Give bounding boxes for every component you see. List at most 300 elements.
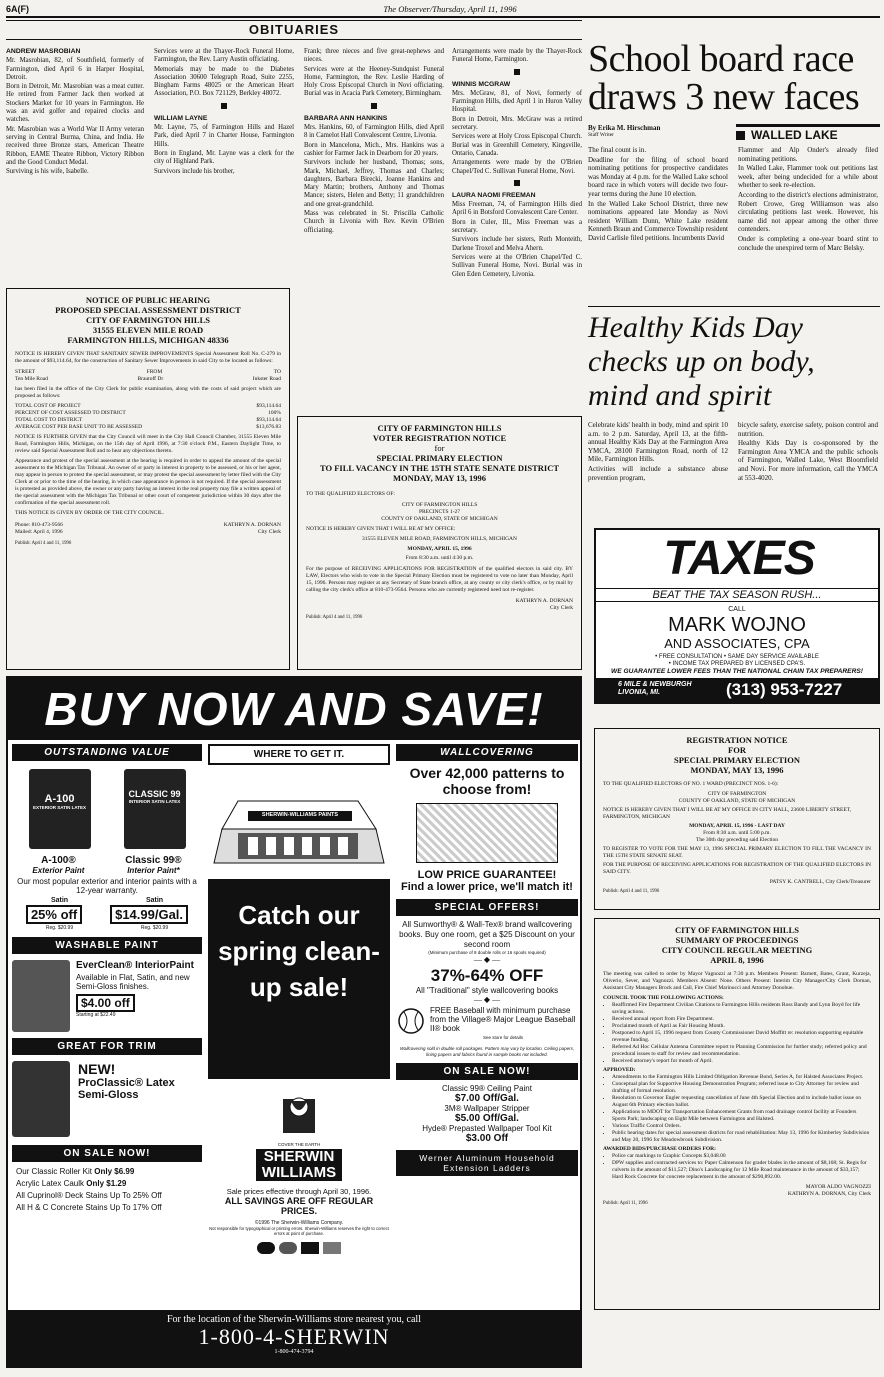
voter-hours: From 8:30 a.m. until 4:30 p.m.: [405, 555, 474, 561]
obituaries-section: [6, 20, 582, 280]
price-row: [12, 905, 202, 924]
notice-signer: [224, 522, 281, 536]
cost-value: $13,676.83: [256, 424, 281, 430]
obit-text: Services were at the O'Brien Chapel/Ted C. Sullivan Funeral Home, Novi. Burial was in Glen Eden Cemetery, Livonia.: [452, 253, 582, 278]
council-heading-line: APRIL 8, 1996: [710, 955, 764, 965]
sunworthy-fine: (Minimum purchase of 8 double rolls or 16 spools required): [428, 950, 546, 955]
obit-text: Services were at the Heeney-Sundquist Funeral Home, Farmington, the Rev. Leslie Harding of Holy Cross Episcopal Church in Novi officiating. Burial was in Acacia Park Cemetery, Birmingham.: [304, 65, 444, 98]
on-sale-bar-right: ON SALE NOW!: [396, 1063, 578, 1080]
voter-signer: [306, 598, 573, 612]
council-approved-list: [603, 1074, 871, 1144]
cost-label: AVERAGE COST PER BASE UNIT TO BE ASSESSED: [15, 424, 143, 430]
new-label: NEW!: [78, 1061, 116, 1077]
sherwin-williams-ad: [6, 676, 582, 1368]
obit-col-1: [6, 48, 144, 177]
obit-text: Mr. Layne, 75, of Farmington Hills and Hazel Park, died April 7 in Charter House, Farmington Hills.: [154, 124, 294, 148]
cost-label: TOTAL COST OF PROJECT: [15, 403, 81, 409]
baseball-text: FREE Baseball with minimum purchase from the Village® Major League Baseball II® book: [430, 1006, 576, 1033]
signer-name: MAYOR ALDO VAGNOZZI: [805, 1184, 871, 1190]
voter-heading: [306, 423, 573, 483]
notice-heading-line: PROPOSED SPECIAL ASSESSMENT DISTRICT: [55, 305, 241, 315]
obit-col-2: [154, 48, 294, 177]
registration-purpose: FOR THE PURPOSE OF RECEIVING APPLICATIONS FOR REGISTRATION OF THE QUALIFIED ELECTORS IN SAID CITY.: [603, 862, 871, 875]
paint-name-classic99: [125, 855, 181, 875]
sale-price: $5.00 Off/Gal.: [455, 1113, 519, 1124]
can-label: A-100: [44, 793, 75, 805]
payment-icons: [208, 1242, 390, 1254]
satin-label: Satin: [145, 897, 164, 904]
registration-date: MONDAY, APRIL 15, 1996 - LAST DAY: [689, 823, 785, 829]
council-approved: APPROVED:: [603, 1067, 636, 1073]
ad-banner: [8, 678, 580, 740]
taxes-bullet: • FREE CONSULTATION • SAME DAY SERVICE AVAILABLE: [655, 654, 819, 660]
everclean-name: EverClean® InteriorPaint: [76, 960, 194, 971]
council-heading-line: CITY OF FARMINGTON HILLS: [675, 925, 799, 935]
school-board-columns: [588, 146, 880, 253]
ad-footer: [8, 1310, 580, 1366]
price-4-off: $4.00 off: [76, 994, 135, 1012]
sale-item: Acrylic Latex Caulk: [16, 1179, 85, 1188]
council-approved-item: • Applications to MDOT for Transportation Enhancement Grants from road drainage control facility at Founders Sports Park; landscaping on Eight Mile between Farmington and Halsted.: [612, 1109, 871, 1123]
tag-square-icon: [736, 131, 745, 140]
obit-text: Born in Mancelona, Mich., Mrs. Hankins was a cashier for Farmer Jack in Dearborn for 20 years.: [304, 141, 444, 157]
sale-caulk: [16, 1178, 202, 1190]
story-text: In Walled Lake, Flammer took out petitions last week, after being undecided for a while about whether to seek re-election.: [738, 164, 878, 190]
healthy-kids-columns: [588, 421, 880, 483]
obit-text: Born in Detroit, Mrs. McGraw was a retired secretary.: [452, 115, 582, 132]
cost-value: $93,114.64: [256, 403, 281, 409]
registration-heading-line: FOR: [728, 745, 746, 755]
obit-text: Born in Culer, Ill., Miss Freeman was a secretary.: [452, 218, 582, 235]
council-awarded-item: • Police car markings to Graphic Concepts $3,048.00: [612, 1153, 871, 1160]
public-hearing-notice: [6, 288, 290, 670]
voter-to: TO THE QUALIFIED ELECTORS OF:: [306, 491, 395, 497]
to-label: TO: [273, 369, 281, 375]
baseball-icon: [396, 1006, 426, 1036]
logo-block: [256, 1149, 342, 1181]
sale-hc: All H & C Concrete Stains Up To 17% Off: [16, 1203, 162, 1212]
notice-appearance: Appearance and protest of the special assessment at the hearing is required in order to appeal the amount of the special assessment to the Michigan Tax Tribunal. An owner of or party in interest in property to be assessed, or his or her agent, may appear in person to protest the special assessment, or may protest the special assessment by letter filed with the City Clerk at or prior to the time of the hearing, in which case appearance in person is not required. If the special assessment is protested as provided above, the owner or any party having an interest in the real property may file a written appeal of the special assessment with the Michigan Tax Tribunal or other court of competent jurisdiction within 30 days after the confirmation of the special assessment roll.: [15, 458, 281, 506]
voter-heading-line: MONDAY, MAY 13, 1996: [393, 473, 486, 483]
card-icon: [323, 1242, 341, 1254]
obit-col-3: [304, 48, 444, 236]
taxes-name: MARK WOJNO: [668, 614, 806, 636]
cost-value: $93,114.64: [256, 417, 281, 423]
council-action-item: • Received attorney's report for month of April.: [612, 1058, 871, 1065]
baseball-offer: [430, 1006, 576, 1042]
council-took: COUNCIL TOOK THE FOLLOWING ACTIONS:: [603, 995, 724, 1001]
sale-effective: Sale prices effective through April 30, 1996.: [226, 1187, 372, 1196]
wallcovering-fine: Wallcovering sold in double roll packages. Pattern may vary by location. Ceiling papers, lining papers and fabrics found in sample books not included.: [399, 1046, 575, 1057]
tag-label: WALLED LAKE: [751, 128, 838, 142]
paint-popular: Our most popular exterior and interior paints with a 12-year warranty.: [17, 877, 197, 895]
notice-mailed: Mailed: April 4, 1996: [15, 529, 63, 535]
council-approved-item: • Conceptual plan for Supportive Housing Demonstration Program; referred issue to City Attorney for review and drafting of formal resolution.: [612, 1081, 871, 1095]
baseball-row: [396, 1006, 578, 1042]
catch-text: Catch our spring clean-up sale!: [218, 900, 380, 1002]
story-text: Healthy Kids Day is co-sponsored by the Farmington Area YMCA and the public schools of Farmington, Walled Lake, West Bloomfield and Novi. For more information, call the YMCA at 553-4020.: [738, 439, 878, 482]
obit-name-masrobian: ANDREW MASROBIAN: [6, 48, 81, 55]
obituaries-title: OBITUARIES: [248, 22, 340, 37]
notice-heading-line: 31555 ELEVEN MILE ROAD: [92, 325, 204, 335]
separator-square-icon: [371, 103, 377, 109]
street-table-header: [15, 369, 281, 376]
werner-bar: Werner Aluminum Household Extension Ladders: [396, 1150, 578, 1176]
patterns: Over 42,000 patterns to choose from!: [409, 765, 565, 797]
taxes-headline: TAXES: [663, 532, 815, 585]
healthy-col-2: [738, 421, 878, 483]
registration-city: CITY OF FARMINGTON: [707, 791, 767, 797]
cost-row: [15, 410, 281, 417]
voter-publish: Publish: April 4 and 11, 1996: [306, 615, 363, 620]
council-approved-item: • Public hearing dates for special assessment districts for road rehabilitation: May 13, 1996 for Kimberley Subdivision and May 20, 1996 for Meadowbrook Subdivision.: [612, 1130, 871, 1144]
notice-contact: [15, 522, 63, 536]
sale-item: 3M® Wallpaper Stripper: [444, 1104, 530, 1113]
sale-price: Only $6.99: [94, 1167, 135, 1176]
taxes-bullets: [596, 654, 878, 675]
voter-notice-line: NOTICE IS HEREBY GIVEN THAT I WILL BE AT MY OFFICE:: [306, 526, 456, 532]
voter-city: CITY OF FARMINGTON HILLS: [401, 502, 478, 508]
obit-name-layne: WILLIAM LAYNE: [154, 114, 208, 122]
separator-square-icon: [221, 103, 227, 109]
where-to-get-it: WHERE TO GET IT.: [208, 744, 390, 765]
cost-row: [15, 403, 281, 410]
reg-price: Reg. $20.99: [140, 925, 169, 931]
sale-item: Hyde® Prepasted Wallpaper Tool Kit: [422, 1124, 552, 1133]
on-sale-bar-left: ON SALE NOW!: [12, 1145, 202, 1162]
story-text: According to the district's elections administrator, Robert Crowe, Greg Williamson was also circulating petitions last week. However, his name did not appear among the other three contenders.: [738, 190, 878, 234]
obit-text: Mrs. McGraw, 81, of Novi, formerly of Farmington Hills, died April 1 in Huron Valley Hospital.: [452, 89, 582, 114]
registration-heading-line: MONDAY, MAY 13, 1996: [690, 765, 784, 775]
classic99-can: [124, 769, 186, 849]
obit-col-4: [452, 48, 582, 280]
byline: [588, 124, 728, 142]
notice-filed: has been filed in the office of the City Clerk for public examination, along with the costs of said project which are proposed as follows:: [15, 386, 281, 399]
everclean-desc: Available in Flat, Satin, and new Semi-Gloss finishes.: [76, 973, 190, 991]
logo-text: SHERWIN: [263, 1148, 335, 1165]
taxes-address-line: 6 MILE & NEWBURGH: [618, 681, 692, 688]
store-illustration: [208, 771, 390, 871]
sale-price: Only $1.29: [86, 1179, 127, 1188]
ad-footer-phone: 1-800-4-SHERWIN: [198, 1324, 390, 1349]
signer-title: City Clerk: [257, 529, 281, 535]
sale-price: $7.00 Off/Gal.: [455, 1093, 519, 1104]
cost-value: 100%: [268, 410, 281, 416]
council-heading: [603, 925, 871, 965]
paint-cans-row: [12, 769, 202, 849]
disclaimer: Not responsible for typographical or printing errors. Sherwin-Williams reserves the right to correct errors at point of purchase.: [209, 1226, 389, 1236]
obit-text: Born in Detroit, Mr. Masrobian was a meat cutter. He retired from Farmer Jack then worked at Stockers Market for 10 years in Farmington. He was an avid golfer and repaired clocks and watches.: [6, 83, 144, 124]
paint-type: Exterior Paint: [32, 866, 85, 875]
council-action-item: • Referred Ad Hoc Cellular Antenna Committee report to Planning Commission for further study; referred policy and procedural issues to staff for review and recommendation.: [612, 1044, 871, 1058]
everclean-can: [12, 960, 70, 1032]
school-col-1: [588, 146, 728, 253]
logo-text: WILLIAMS: [261, 1164, 337, 1181]
voter-heading-line: CITY OF FARMINGTON HILLS: [377, 423, 502, 433]
obit-text: Mrs. Hankins, 60, of Farmington Hills, died April 8 in Camelot Hall Convalescent Centre, Livonia.: [304, 124, 444, 140]
paint-name: Classic 99®: [125, 855, 182, 866]
obit-text: Arrangements were made by the O'Brien Chapel/Ted C. Sullivan Funeral Home, Novi.: [452, 159, 582, 175]
sherwin-logo: [208, 1089, 390, 1181]
outstanding-value-bar: OUTSTANDING VALUE: [12, 744, 202, 761]
obit-text: Arrangements were made by the Thayer-Rock Funeral Home, Farmington.: [452, 48, 582, 64]
signer-name: KATHRYN A. DORNAN: [515, 598, 573, 604]
ad-center-column: [208, 744, 390, 1304]
proclassic-name: ProClassic® Latex Semi-Gloss: [78, 1077, 175, 1101]
council-awarded-list: [603, 1153, 871, 1181]
council-approved-item: • Various Traffic Control Orders.: [612, 1123, 871, 1130]
street-value: Ten Mile Road: [15, 376, 48, 382]
signer-name: KATHRYN A. DORNAN, City Clerk: [787, 1191, 871, 1197]
street-label: STREET: [15, 369, 36, 375]
registration-heading: [603, 735, 871, 775]
separator-square-icon: [514, 180, 520, 186]
registration-heading-line: REGISTRATION NOTICE: [686, 735, 788, 745]
registration-thirtieth: The 30th day preceding said Election: [695, 837, 778, 843]
ad-right-column: [396, 744, 578, 1176]
cost-row: [15, 417, 281, 424]
reg-price: Reg. $20.99: [45, 925, 74, 931]
story-text: The final count is in.: [588, 146, 647, 154]
traditional-books: All "Traditional" style wallcovering books: [415, 986, 559, 995]
logo-can-text: COVER THE EARTH: [277, 1142, 321, 1147]
obit-text: Services were at the Thayer-Rock Funeral Home, Farmington, the Rev. Larry Austin officiating.: [154, 48, 294, 64]
to-value: Inkster Road: [252, 376, 281, 382]
wallcovering-bar: WALLCOVERING: [396, 744, 578, 761]
see-store: See store for details: [482, 1035, 524, 1040]
voter-body: For the purpose of RECEIVING APPLICATIONS FOR REGISTRATION of the qualified electors in said city. BY LAW, Electors who wish to vote in the Special Primary Election must be registered to vote no later than Monday, April 15, 1996. Persons may register at any Secretary of State branch office, at any county or city clerk's office, or by mail by calling the city clerk's office at 810-473-9564. Persons who are currently registered need not re-register.: [306, 566, 573, 593]
sale-item: Our Classic Roller Kit: [16, 1167, 93, 1176]
council-action-item: • Reaffirmed Fire Department Civilian Citations to Farmington Hills residents Ross Bandy and Lynn Boyd for life saving actions.: [612, 1002, 871, 1016]
price-1499: $14.99/Gal.: [110, 905, 188, 924]
obit-text: Miss Freeman, 74, of Farmington Hills died April 6 in Botsford Convalescent Care Center.: [452, 201, 582, 217]
can-sub-label: INTERIOR SATIN LATEX: [128, 799, 181, 804]
separator-square-icon: [514, 69, 520, 75]
obit-text: Survivors include her husband, Thomas; sons, Mark, Michael, Jeffrey, Thomas and Charles; daughters, Barbara Birecki, Joanne Hankins and Mary Martin; brothers, Anthony and Thomas Mance; sisters, Helen and Betty; 11 grandchildren and one great-grandchild.: [304, 159, 444, 208]
council-approved-item: • Amendments to the Farmington Hills Limited Obligation Revenue Bond, Series A, for Halsted Associates Project.: [612, 1074, 871, 1081]
catch-box: [208, 879, 390, 1079]
cost-label: TOTAL COST TO DISTRICT: [15, 417, 83, 423]
taxes-bullet: • INCOME TAX PREPARED BY LICENSED CPA'S.: [668, 661, 806, 667]
story-text: Celebrate kids' health in body, mind and spirit 10 a.m. to 2 p.m. Saturday, April 13, at the fifth-annual Healthy Kids Day at the Farmington Area YMCA, 28100 Farmington Road, north of 12 Mile, Farmington Hills.: [588, 421, 728, 464]
healthy-kids-headline: Healthy Kids Day checks up on body, mind and spirit: [588, 311, 815, 412]
obit-text: Frank; three nieces and five great-nephews and nieces.: [304, 48, 444, 64]
registration-county: COUNTY OF OAKLAND, STATE OF MICHIGAN: [678, 798, 796, 804]
card-icon: [279, 1242, 297, 1254]
obit-text: Mr. Masrobian, 82, of Southfield, formerly of Farmington, died April 6 in Harper Hospital, Detroit.: [6, 57, 144, 81]
registration-notice: [594, 728, 880, 910]
obit-text: Memorials may be made to the Diabetes Association 30600 Telegraph Road, Suite 2255, Bingham Farms 48025 or the American Heart Association, P.O. Box 721129, Berkley 48072.: [154, 65, 294, 98]
walled-lake-tag: [736, 124, 880, 142]
story-text: Onder is completing a one-year board stint to conclude the unexpired term of Marc Belsky.: [738, 234, 878, 252]
great-for-trim-bar: GREAT FOR TRIM: [12, 1038, 202, 1055]
paint-type: Interior Paint*: [127, 866, 180, 875]
council-action-item: • Received annual report from Fire Department.: [612, 1016, 871, 1023]
registration-to: TO THE QUALIFIED ELECTORS OF NO. 1 WARD (PRECINCT NOS. 1-6):: [603, 781, 779, 787]
taxes-ad: [594, 528, 880, 704]
school-board-story: [588, 40, 880, 253]
notice-footer: [15, 522, 281, 536]
washable-paint-bar: WASHABLE PAINT: [12, 937, 202, 954]
story-text: Flammer and Alp Onder's already filed nominating petitions.: [738, 146, 878, 163]
council-approved-item: • Resolution to Governor Engler requesting cancellation of June 4th Special Election and to include ballot issue on August 6th Primary election ballot.: [612, 1095, 871, 1109]
taxes-guarantee: WE GUARANTEE LOWER FEES THAN THE NATIONAL CHAIN TAX PREPARERS!: [611, 668, 863, 675]
registration-hours: From 8:30 a.m. until 5:00 p.m.: [703, 830, 771, 836]
council-heading-line: CITY COUNCIL REGULAR MEETING: [661, 945, 813, 955]
school-board-headline: School board race draws 3 new faces: [588, 38, 860, 118]
card-icon: [257, 1242, 275, 1254]
obit-text: Surviving is his wife, Isabelle.: [6, 168, 89, 176]
taxes-tagline: BEAT THE TAX SEASON RUSH...: [596, 588, 878, 602]
notice-heading: [15, 295, 281, 345]
low-price-guarantee: LOW PRICE GUARANTEE!: [417, 869, 557, 881]
proclassic-info: [78, 1061, 188, 1137]
story-text: Activities will include a substance abuse prevention program,: [588, 464, 728, 482]
registration-register: TO REGISTER TO VOTE FOR THE MAY 13, 1996 SPECIAL PRIMARY ELECTION TO FILL THE VACANCY IN THE 15TH STATE SENATE SEAT.: [603, 846, 871, 859]
can-sub-label: EXTERIOR SATIN LATEX: [32, 805, 87, 810]
card-icon: [301, 1242, 319, 1254]
street-table-row: [15, 376, 281, 383]
taxes-address: [618, 681, 692, 697]
byline-name: By Erika M. Hirschman: [588, 124, 661, 132]
ad-left-column: [12, 744, 202, 1214]
everclean-info: [76, 960, 196, 1032]
sale-item: Classic 99® Ceiling Paint: [442, 1084, 532, 1093]
store-icon: [208, 771, 390, 871]
voter-date: MONDAY, APRIL 15, 1996: [407, 546, 472, 552]
notice-publish: Publish: April 4 and 11, 1996: [15, 541, 72, 546]
cost-label: PERCENT OF COST ASSESSED TO DISTRICT: [15, 410, 126, 416]
cost-table: [15, 403, 281, 431]
obit-text: Mass was celebrated in St. Priscilla Catholic Church in Livonia with Rev. Kevin O'Brien officiating.: [304, 210, 444, 234]
obit-text: Services were at Holy Cross Episcopal Church. Burial was in Greenhill Cemetery, Kingsville, Ontario, Canada.: [452, 133, 582, 157]
voter-county: COUNTY OF OAKLAND, STATE OF MICHIGAN: [381, 516, 498, 522]
page-number: 6A(F): [6, 4, 29, 14]
council-intro: The meeting was called to order by Mayor Vagnozzi at 7:30 p.m. Members Present: Barnett, Bates, Grant, Kurzeja, Oliverio, Sever, and Vagnozzi. Members Absent: None. Others Present: Interim City Manager/City Clerk Dornan, Assistant City Managers Brock and Call, Fire Chief Marinucci and Attorney Donohue.: [603, 971, 871, 991]
council-heading-line: SUMMARY OF PROCEEDINGS: [675, 935, 799, 945]
header-rule: [6, 16, 880, 18]
a100-can: [29, 769, 91, 849]
paint-name: A-100®: [41, 855, 76, 866]
council-action-item: • Postponed to April 15, 1996 request from County Commissioner David Moffitt re: resolution supporting equitable revenue funding.: [612, 1030, 871, 1044]
paper-dateline: The Observer/Thursday, April 11, 1996: [383, 4, 517, 14]
voter-heading-line: for: [434, 443, 445, 453]
story-text: In the Walled Lake School District, three new nominations appeared late Monday as Novi resident William Dunn, White Lake resident Kenneth Braun and Commerce Township resident David Carlisle filed petitions. Incumbents David: [588, 199, 728, 242]
voter-precincts: PRECINCTS 1-27: [418, 509, 461, 515]
everclean-row: [12, 960, 202, 1032]
story-rule: [588, 306, 880, 307]
signer-title: City Clerk: [549, 605, 573, 611]
notice-heading-line: FARMINGTON HILLS, MICHIGAN 48336: [67, 335, 229, 345]
story-text: bicycle safety, exercise safety, poison control and nutrition.: [738, 421, 878, 438]
price-25-off: 25% off: [26, 905, 82, 924]
obit-top-rule: [6, 20, 582, 21]
council-awarded-item: • DPW supplies and contracted services to: Paper Calmenson for grader blades in the amount of $8,168; St. Regis for culverts in the amount of $11,527; Dino's Landscaping for 12 Mile Road maintenance in the amount of $33,157; Hard Rock Concrete for concrete replacement in the amount of $290,892.00.: [612, 1160, 871, 1181]
notice-order: THIS NOTICE IS GIVEN BY ORDER OF THE CITY COUNCIL.: [15, 510, 164, 516]
notice-further: NOTICE IS FURTHER GIVEN that the City Council will meet in the City Hall Council Chamber, 31555 Eleven Mile Road, Farmington Hills, Michigan, on the 15th day of April 1996, at 7:30 o'clock P.M., Eastern Daylight Time, to review said Special Assessment Roll and to hear any objections thereto.: [15, 434, 281, 454]
story-text: Deadline for the filing of school board nominating petitions for prospective candidates was Monday at 4 p.m. for the Walled Lake school board race in which voters will decide two four-year terms during the June 10 election.: [588, 155, 728, 198]
savings-note: ALL SAVINGS ARE OFF REGULAR PRICES.: [224, 1196, 374, 1216]
taxes-call: CALL: [728, 606, 746, 613]
percent-off: 37%-64% OFF: [430, 966, 544, 985]
from-value: Brautoff Dr: [137, 376, 164, 382]
starting-price: Starting at $22.49: [76, 1012, 116, 1018]
registration-notice-line: NOTICE IS HEREBY GIVEN THAT I WILL BE AT MY OFFICE IN CITY HALL, 23600 LIBERTY STREET, FARMINGTON, MICHIGAN: [603, 807, 852, 820]
find-lower: Find a lower price, we'll match it!: [401, 881, 573, 893]
copyright: ©1996 The Sherwin-Williams Company.: [254, 1220, 344, 1226]
wallcovering-books-icon: [416, 803, 558, 863]
divider-diamond-icon: — ◆ —: [473, 955, 501, 964]
council-signers: [603, 1184, 871, 1198]
satin-row: [12, 897, 202, 904]
taxes-firm: AND ASSOCIATES, CPA: [664, 636, 810, 651]
voter-heading-line: TO FILL VACANCY IN THE 15TH STATE SENATE DISTRICT: [319, 463, 560, 473]
proclassic-row: [12, 1061, 202, 1137]
council-action-item: • Proclaimed month of April as Fair Housing Month.: [612, 1023, 871, 1030]
sale-roller: [16, 1166, 202, 1178]
from-label: FROM: [146, 369, 163, 375]
cost-row: [15, 424, 281, 431]
notice-intro: NOTICE IS HEREBY GIVEN THAT SANITARY SEWER IMPROVEMENTS Special Assessment Roll No. C-279 in the amount of $93,114.64, for the construction of Sanitary Sewer Improvements in said City to be located as follows:: [15, 351, 281, 364]
sale-cuprinol: All Cuprinol® Deck Stains Up To 25% Off: [16, 1191, 162, 1200]
council-awarded: AWARDED BIDS/PURCHASE ORDERS FOR:: [603, 1146, 716, 1152]
registration-publish: Publish: April 4 and 11, 1996: [603, 889, 660, 894]
notice-phone: Phone: 810-473-9566: [15, 522, 63, 528]
sunworthy: All Sunworthy® & Wall-Tex® brand wallcovering books. Buy one room, get a $25 Discount on your second room: [399, 920, 575, 949]
registration-heading-line: SPECIAL PRIMARY ELECTION: [674, 755, 800, 765]
obit-text: Survivors include his brother,: [154, 167, 235, 175]
council-summary: [594, 918, 880, 1310]
obit-under-rule: [6, 39, 582, 40]
obit-text: Survivors include her sisters, Ruth Monteith, Darlene Troxel and Melva Ahern.: [452, 236, 582, 252]
voter-registration-notice: [297, 416, 582, 670]
obit-name-freeman: LAURA NAOMI FREEMAN: [452, 191, 536, 199]
paint-name-a100: [32, 855, 84, 875]
obit-name-mcgraw: WINNIS MCGRAW: [452, 80, 511, 88]
school-col-2: [738, 146, 878, 253]
ad-footer-phone-num: 1-800-474-3794: [274, 1349, 314, 1355]
store-sign: SHERWIN-WILLIAMS PAINTS: [261, 812, 339, 818]
right-sale-list: [396, 1084, 578, 1144]
council-actions: [603, 1002, 871, 1065]
ad-footer-text: For the location of the Sherwin-Williams store nearest you, call: [167, 1314, 421, 1325]
obit-text: Mr. Masrobian was a World War II Army veteran serving in Central Burma, China, and India. He received three Bronze stars, American Theatre Ribbon, EAME Theatre Ribbon, Victory Ribbon and the Good Conduct Medal.: [6, 125, 144, 166]
divider-diamond-icon: — ◆ —: [473, 995, 501, 1004]
can-label: CLASSIC 99: [128, 789, 181, 799]
ad-banner-text: BUY NOW AND SAVE!: [44, 683, 544, 735]
cover-the-earth-icon: [269, 1089, 329, 1137]
healthy-kids-story: [588, 306, 880, 483]
paint-names-row: [12, 855, 202, 875]
sale-price: $3.00 Off: [465, 1133, 509, 1144]
signer-name: KATHRYN A. DORNAN: [223, 522, 281, 528]
byline-row: [588, 124, 880, 142]
byline-title: Staff Writer: [588, 132, 614, 138]
taxes-phone: (313) 953-7227: [726, 680, 843, 699]
obit-name-hankins: BARBARA ANN HANKINS: [304, 114, 388, 122]
reg-price-row: [12, 925, 202, 931]
notice-heading-line: NOTICE OF PUBLIC HEARING: [85, 295, 211, 305]
obit-text: Born in England, Mr. Layne was a clerk for the city of Highland Park.: [154, 149, 294, 166]
taxes-footer-bar: [596, 678, 878, 702]
notice-heading-line: CITY OF FARMINGTON HILLS: [86, 315, 210, 325]
voter-address: 31555 ELEVEN MILE ROAD, FARMINGTON HILLS, MICHIGAN: [361, 536, 517, 542]
council-publish: Publish: April 11, 1996: [603, 1201, 648, 1206]
proclassic-can: [12, 1061, 70, 1137]
left-sale-list: [12, 1166, 202, 1214]
satin-label: Satin: [50, 897, 69, 904]
taxes-address-line: LIVONIA, MI.: [618, 689, 660, 696]
